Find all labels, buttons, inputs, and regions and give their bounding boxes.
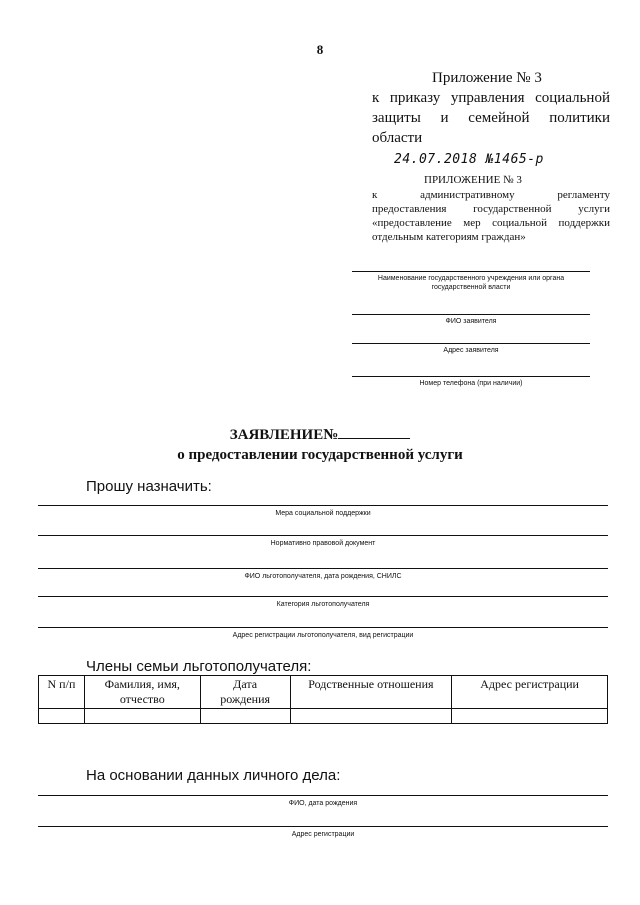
beneficiary-name-field[interactable] <box>38 568 608 581</box>
support-measure-field[interactable] <box>38 505 608 518</box>
family-label: Члены семьи льготополучателя: <box>86 658 312 675</box>
appendix-order-title: Приложение № 3 <box>432 70 542 86</box>
field-caption: ФИО, дата рождения <box>288 800 358 807</box>
appendix-order-block <box>372 68 610 170</box>
table-cell[interactable] <box>39 709 85 724</box>
field-caption: Адрес регистрации <box>291 831 355 838</box>
field-caption: государственной власти <box>431 284 511 291</box>
field-caption: Нормативно правовой документ <box>270 540 376 547</box>
basis-name-field[interactable] <box>38 795 608 808</box>
field-caption: ФИО льготополучателя, дата рождения, СНИЛС <box>244 573 402 580</box>
appendix-order-line: к приказу управления социальной <box>372 90 610 106</box>
beneficiary-category-field[interactable] <box>38 596 608 609</box>
column-header-number: N п/п <box>39 676 85 709</box>
applicant-name-field[interactable] <box>352 314 590 326</box>
table-cell[interactable] <box>200 709 290 724</box>
beneficiary-address-field[interactable] <box>38 627 608 640</box>
appendix-order-line: защиты и семейной политики <box>372 110 610 126</box>
fill-line <box>38 596 608 597</box>
legal-document-field[interactable] <box>38 535 608 548</box>
phone-field[interactable] <box>352 376 590 388</box>
fill-line <box>38 795 608 796</box>
basis-label: На основании данных личного дела: <box>86 767 341 784</box>
field-caption: Адрес заявителя <box>443 347 499 354</box>
table-cell[interactable] <box>452 709 608 724</box>
column-header-full-name: Фамилия, имя, отчество <box>84 676 200 709</box>
page-number: 8 <box>316 42 324 57</box>
appendix-regulation-title: ПРИЛОЖЕНИЕ № 3 <box>424 174 522 186</box>
column-header-relationship: Родственные отношения <box>290 676 452 709</box>
institution-field[interactable] <box>352 271 590 292</box>
appendix-regulation-line: предоставления государственной услуги <box>372 203 610 215</box>
field-caption: Наименование государственного учреждения или органа <box>377 275 565 282</box>
fill-line <box>38 505 608 506</box>
table-cell[interactable] <box>290 709 452 724</box>
statement-number-line[interactable] <box>338 424 410 439</box>
appendix-regulation-block <box>372 173 610 244</box>
basis-address-field[interactable] <box>38 826 608 839</box>
statement-title-block <box>0 424 640 465</box>
appendix-regulation-line: отдельным категориям граждан» <box>372 231 526 243</box>
request-label: Прошу назначить: <box>86 478 212 495</box>
handwritten-order-number: 24.07.2018 №1465-р <box>394 152 544 167</box>
applicant-address-field[interactable] <box>352 343 590 355</box>
fill-line <box>352 271 590 272</box>
fill-line <box>352 314 590 315</box>
appendix-order-line: области <box>372 130 423 146</box>
field-caption: Номер телефона (при наличии) <box>419 380 523 387</box>
fill-line <box>352 376 590 377</box>
field-caption: ФИО заявителя <box>445 318 497 325</box>
appendix-regulation-line: «предоставление мер социальной поддержки <box>372 217 610 229</box>
family-members-table <box>38 675 608 724</box>
column-header-address: Адрес регистрации <box>452 676 608 709</box>
field-caption: Адрес регистрации льготополучателя, вид регистрации <box>232 632 414 639</box>
appendix-regulation-line: к административному регламенту <box>372 189 610 201</box>
statement-title: ЗАЯВЛЕНИЕ№ <box>229 427 339 443</box>
field-caption: Мера социальной поддержки <box>275 510 371 517</box>
fill-line <box>352 343 590 344</box>
table-header-row <box>39 676 608 709</box>
column-header-birth-date: Дата рождения <box>200 676 290 709</box>
table-cell[interactable] <box>84 709 200 724</box>
field-caption: Категория льготополучателя <box>276 601 370 608</box>
fill-line <box>38 627 608 628</box>
table-row <box>39 709 608 724</box>
fill-line <box>38 568 608 569</box>
fill-line <box>38 826 608 827</box>
statement-subtitle: о предоставлении государственной услуги <box>177 447 463 463</box>
fill-line <box>38 535 608 536</box>
